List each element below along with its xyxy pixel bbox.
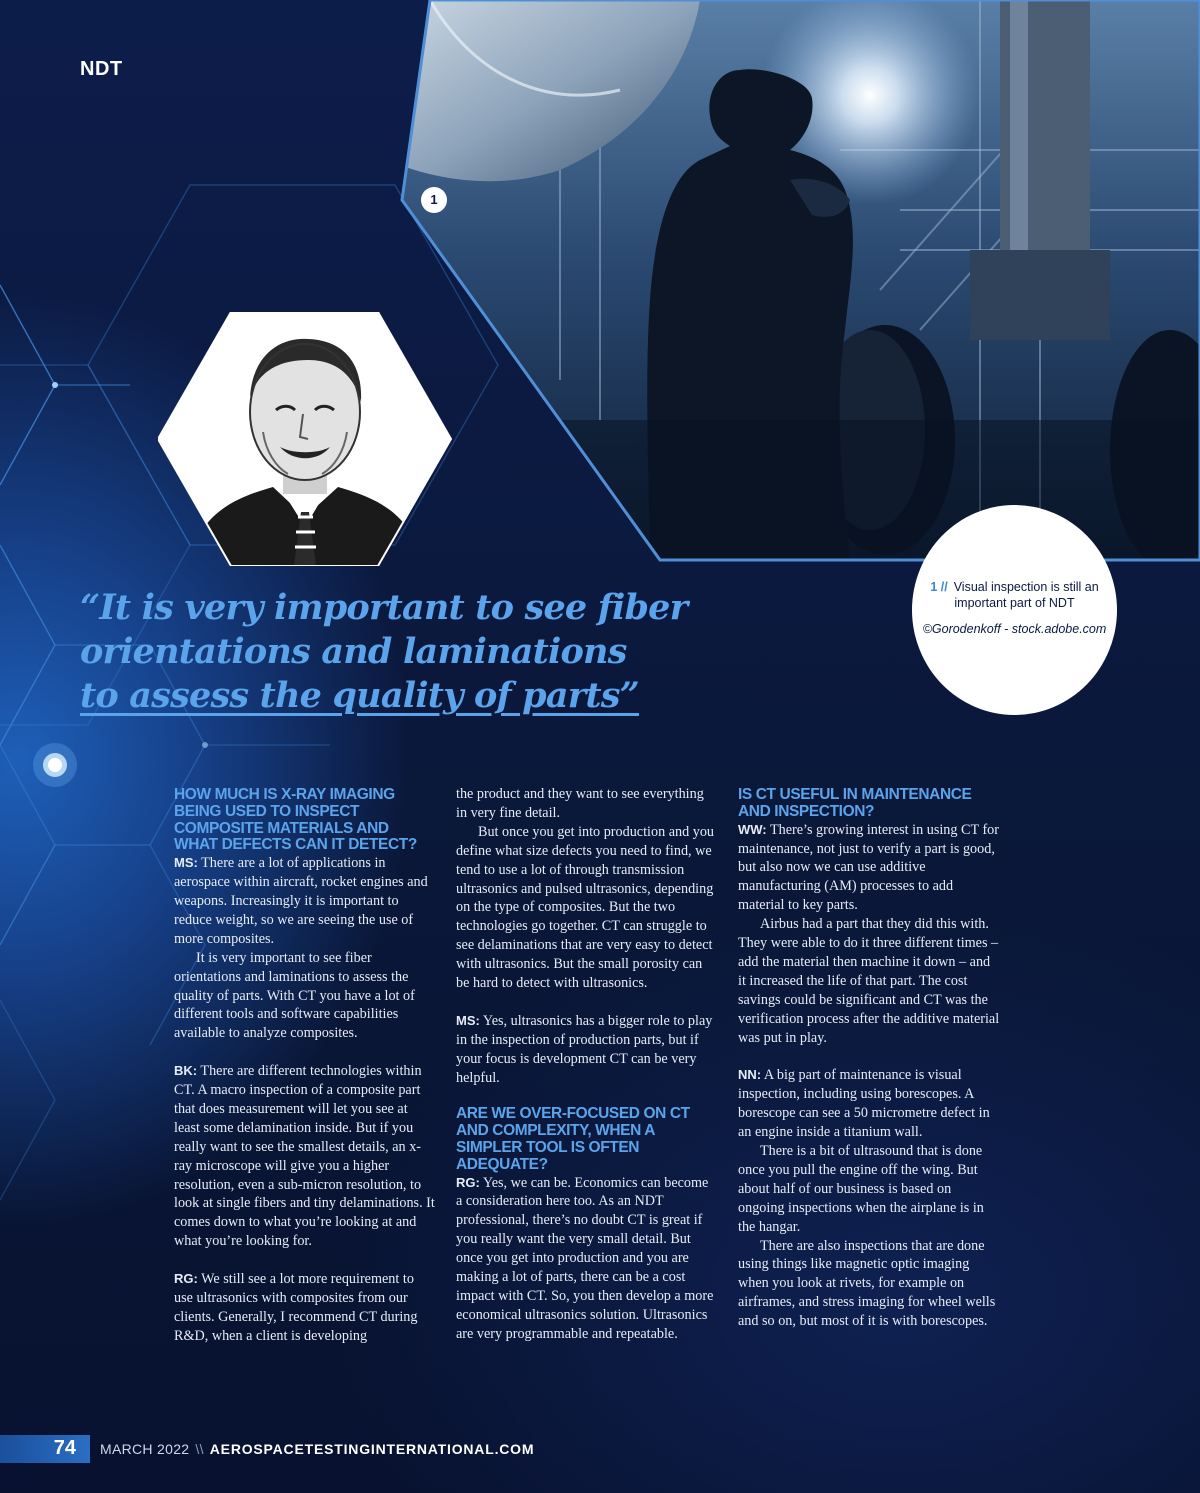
footer-separator: \\ [195, 1441, 204, 1457]
interviewee-portrait [158, 312, 452, 566]
pull-quote-line-3: to assess the quality of parts” [80, 675, 639, 716]
section-tag: NDT [80, 58, 123, 80]
speaker-initials: MS: [174, 855, 198, 871]
pull-quote [80, 586, 720, 718]
speaker-initials: MS: [456, 1012, 480, 1028]
website-link[interactable]: AEROSPACETESTINGINTERNATIONAL.COM [209, 1441, 535, 1457]
body-paragraph: But once you get into production and you define what size defects you need to find, we tend to use a lot of through transmission ultrasonics and pulsed ultrasonics, depending on the type of composites. But the two technologies go together. CT can struggle to see delaminations that are very easy to detect with ultrasonics. But the small porosity can be hard to detect with ultrasonics. [456, 823, 715, 992]
speaker-initials: RG: [456, 1174, 480, 1190]
body-paragraph: It is very important to see fiber orientations and laminations to assess the quality of parts. With CT you have a lot of different tools and software capabilities available to analyze composites. [174, 949, 415, 1042]
caption-text-2: important part of NDT [954, 596, 1075, 610]
answer-paragraph: NN: A big part of maintenance is visual inspection, including using borescopes. A borescope can see a 50 micrometre defect in an engine inside a titanium wall. [738, 1067, 990, 1141]
caption-text-1: Visual inspection is still an [953, 580, 1099, 594]
answer-paragraph: MS: There are a lot of applications in aerospace within aircraft, rocket engines and weapons. Increasingly it is important to reduce weight, so we are seeing the use of more composites. [174, 855, 428, 947]
question-heading-2: ARE WE OVER-FOCUSED ON CT AND COMPLEXITY, WHEN A SIMPLER TOOL IS OFTEN ADEQUATE? [456, 1105, 690, 1173]
caption-number: 1 // [930, 580, 948, 594]
article-column-2 [456, 785, 718, 1344]
answer-paragraph: BK: There are different technologies within CT. A macro inspection of a composite part that does measurement will let you see at least some delamination inside. But if you really want to see the smallest details, an x-ray microscope will give you a higher resolution, even a sub-micron resolution, to look at single fibers and tiny delaminations. It comes down to what you’re looking at and what you’re looking for. [174, 1063, 435, 1250]
page-footer [0, 1435, 1200, 1463]
answer-paragraph: RG: Yes, we can be. Economics can become a consideration here too. As an NDT professional, there’s no doubt CT is great if you really want the very small detail. But once you get into production and you are making a lot of parts, there can be a cost impact with CT. So, you then develop a more economical ultrasonics solution. Ultrasonics are very programmable and repeatable. [456, 1174, 714, 1342]
page-number: 74 [53, 1437, 76, 1459]
pull-quote-line-2: orientations and laminations [80, 631, 627, 672]
body-paragraph: the product and they want to see everything in very fine detail. [456, 786, 704, 821]
issue-date: MARCH 2022 [100, 1441, 190, 1457]
answer-paragraph: RG: We still see a lot more requirement to use ultrasonics with composites from our clients. Generally, I recommend CT during R&D, when a client is developing [174, 1271, 418, 1344]
pull-quote-line-1: “It is very important to see fiber [80, 587, 688, 628]
speaker-initials: BK: [174, 1063, 198, 1079]
question-heading-3: IS CT USEFUL IN MAINTENANCE AND INSPECTION? [738, 786, 972, 820]
caption-line-1 [912, 580, 1117, 596]
figure-caption [912, 505, 1117, 715]
speaker-initials: RG: [174, 1271, 198, 1287]
page-number-box [0, 1435, 90, 1463]
body-paragraph: There is a bit of ultrasound that is done once you pull the engine off the wing. But about half of our business is based on ongoing inspections when the airplane is in the hangar. [738, 1142, 984, 1235]
figure-marker: 1 [421, 187, 447, 213]
body-paragraph: There are also inspections that are done using things like magnetic optic imaging when you look at rivets, for example on airframes, and stress imaging for wheel wells and so on, but most of it is with borescopes. [738, 1237, 996, 1330]
question-heading-1: HOW MUCH IS X-RAY IMAGING BEING USED TO INSPECT COMPOSITE MATERIALS AND WHAT DEFECTS CAN IT DETECT? [174, 786, 417, 854]
glowing-node-icon [33, 743, 77, 787]
speaker-initials: NN: [738, 1067, 762, 1083]
article-column-1 [174, 785, 436, 1346]
speaker-initials: WW: [738, 821, 767, 837]
footer-text [100, 1441, 534, 1457]
photo-credit: ©Gorodenkoff - stock.adobe.com [922, 622, 1107, 636]
answer-paragraph: MS: Yes, ultrasonics has a bigger role to play in the inspection of production parts, but if your focus is development CT can be very helpful. [456, 1012, 713, 1086]
body-paragraph: Airbus had a part that they did this with. They were able to do it three different times – add the material then machine it down – and it increased the life of that part. The cost savings could be significant and CT was the verification process after the additive material was put in play. [738, 916, 1000, 1046]
article-column-3 [738, 785, 1000, 1331]
answer-paragraph: WW: There’s growing interest in using CT for maintenance, not just to verify a part is good, but also now we can use additive manufacturing (AM) processes to add material to key parts. [738, 821, 1000, 914]
